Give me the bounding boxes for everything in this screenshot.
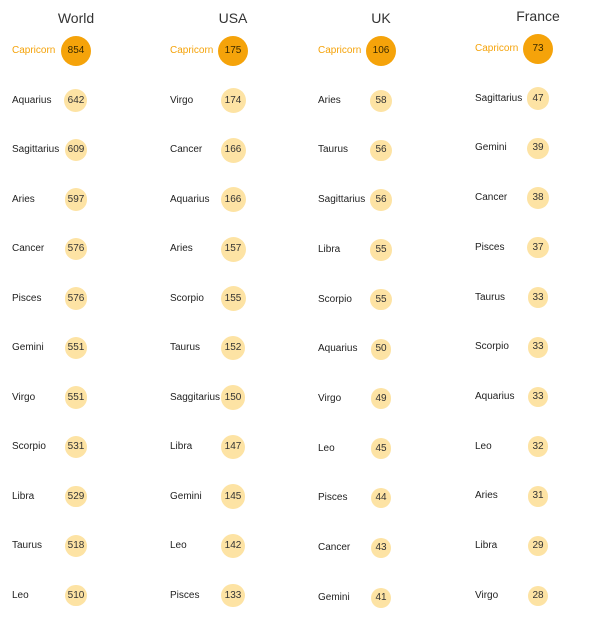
value-label: 152	[224, 342, 242, 353]
sign-label: Aquarius	[12, 94, 52, 106]
sign-label: Virgo	[12, 391, 36, 403]
value-label: 609	[67, 144, 85, 155]
value-label: 145	[224, 490, 242, 502]
sign-label: Gemini	[475, 142, 507, 154]
value-label: 38	[532, 192, 544, 204]
sign-label: Leo	[318, 442, 335, 454]
value-label: 33	[532, 341, 544, 353]
value-label: 73	[532, 43, 544, 54]
value-label: 529	[67, 490, 85, 502]
value-label: 56	[375, 144, 387, 156]
sign-label: Taurus	[170, 342, 201, 353]
value-label: 106	[372, 45, 390, 56]
value-label: 510	[67, 589, 85, 601]
value-label: 133	[224, 589, 242, 601]
value-label: 50	[375, 343, 387, 355]
value-label: 531	[67, 441, 85, 452]
value-label: 175	[224, 45, 242, 56]
sign-label: Leo	[12, 589, 29, 601]
value-label: 28	[532, 589, 544, 601]
sign-label: Aries	[12, 193, 35, 205]
value-label: 551	[67, 391, 85, 403]
column-title-world: World	[57, 10, 95, 26]
sign-label: Capricorn	[170, 45, 214, 56]
value-label: 55	[375, 243, 387, 255]
sign-label: Scorpio	[12, 441, 46, 452]
sign-label: Gemini	[12, 342, 44, 353]
sign-label: Virgo	[318, 392, 342, 404]
value-label: 597	[67, 193, 85, 205]
sign-label: Aries	[475, 490, 498, 502]
sign-label: Aquarius	[318, 343, 358, 355]
value-label: 142	[224, 540, 242, 551]
sign-label: Scorpio	[475, 341, 509, 353]
sign-label: Scorpio	[318, 293, 352, 305]
value-label: 157	[224, 243, 242, 254]
sign-label: Saggitarius	[170, 391, 221, 403]
column-title-uk: UK	[371, 10, 391, 26]
sign-label: Aries	[318, 94, 341, 106]
sign-label: Aries	[170, 243, 193, 254]
value-label: 56	[375, 194, 387, 206]
column-title-usa: USA	[218, 10, 248, 26]
sign-label: Taurus	[12, 540, 43, 551]
sign-label: Cancer	[318, 542, 351, 553]
value-label: 45	[375, 442, 387, 454]
value-label: 49	[375, 392, 387, 404]
value-label: 155	[224, 292, 242, 304]
sign-label: Sagittarius	[318, 194, 366, 206]
value-label: 58	[375, 94, 387, 106]
value-label: 576	[67, 243, 85, 254]
sign-label: Libra	[12, 490, 35, 502]
value-label: 44	[375, 492, 387, 504]
value-label: 39	[532, 142, 544, 154]
sign-label: Cancer	[170, 144, 203, 155]
sign-label: Virgo	[475, 589, 499, 601]
value-label: 37	[532, 241, 544, 253]
value-label: 150	[224, 391, 242, 403]
column-title-france: France	[516, 8, 560, 24]
value-label: 29	[532, 540, 544, 551]
value-label: 32	[532, 440, 544, 452]
sign-label: Cancer	[475, 192, 508, 204]
sign-label: Libra	[475, 540, 498, 551]
sign-label: Aquarius	[170, 193, 210, 205]
sign-label: Sagittarius	[475, 92, 523, 104]
sign-label: Gemini	[318, 591, 350, 603]
value-label: 43	[375, 542, 387, 553]
sign-label: Leo	[170, 540, 187, 551]
value-label: 174	[224, 94, 242, 106]
value-label: 33	[532, 291, 544, 303]
sign-label: Taurus	[318, 144, 349, 156]
sign-label: Sagittarius	[12, 144, 60, 155]
value-label: 551	[67, 342, 85, 353]
value-label: 642	[67, 94, 85, 106]
value-label: 41	[375, 591, 387, 603]
sign-label: Pisces	[318, 492, 348, 504]
value-label: 576	[67, 292, 85, 304]
value-label: 166	[224, 144, 242, 155]
sign-label: Cancer	[12, 243, 45, 254]
value-label: 518	[67, 540, 85, 551]
value-label: 47	[532, 92, 544, 104]
sign-label: Scorpio	[170, 292, 204, 304]
value-label: 147	[224, 441, 242, 452]
value-label: 31	[532, 490, 544, 502]
value-label: 854	[67, 45, 85, 56]
value-label: 55	[375, 293, 387, 305]
sign-label: Capricorn	[318, 45, 362, 56]
sign-label: Capricorn	[475, 43, 519, 54]
sign-label: Leo	[475, 440, 492, 452]
sign-label: Libra	[318, 243, 341, 255]
sign-label: Pisces	[475, 241, 505, 253]
value-label: 166	[224, 193, 242, 205]
sign-label: Taurus	[475, 291, 506, 303]
sign-label: Pisces	[170, 589, 200, 601]
sign-label: Gemini	[170, 490, 202, 502]
sign-label: Capricorn	[12, 45, 56, 56]
sign-label: Libra	[170, 441, 193, 452]
sign-label: Virgo	[170, 94, 194, 106]
value-label: 33	[532, 390, 544, 402]
sign-label: Aquarius	[475, 390, 515, 402]
sign-label: Pisces	[12, 292, 42, 304]
